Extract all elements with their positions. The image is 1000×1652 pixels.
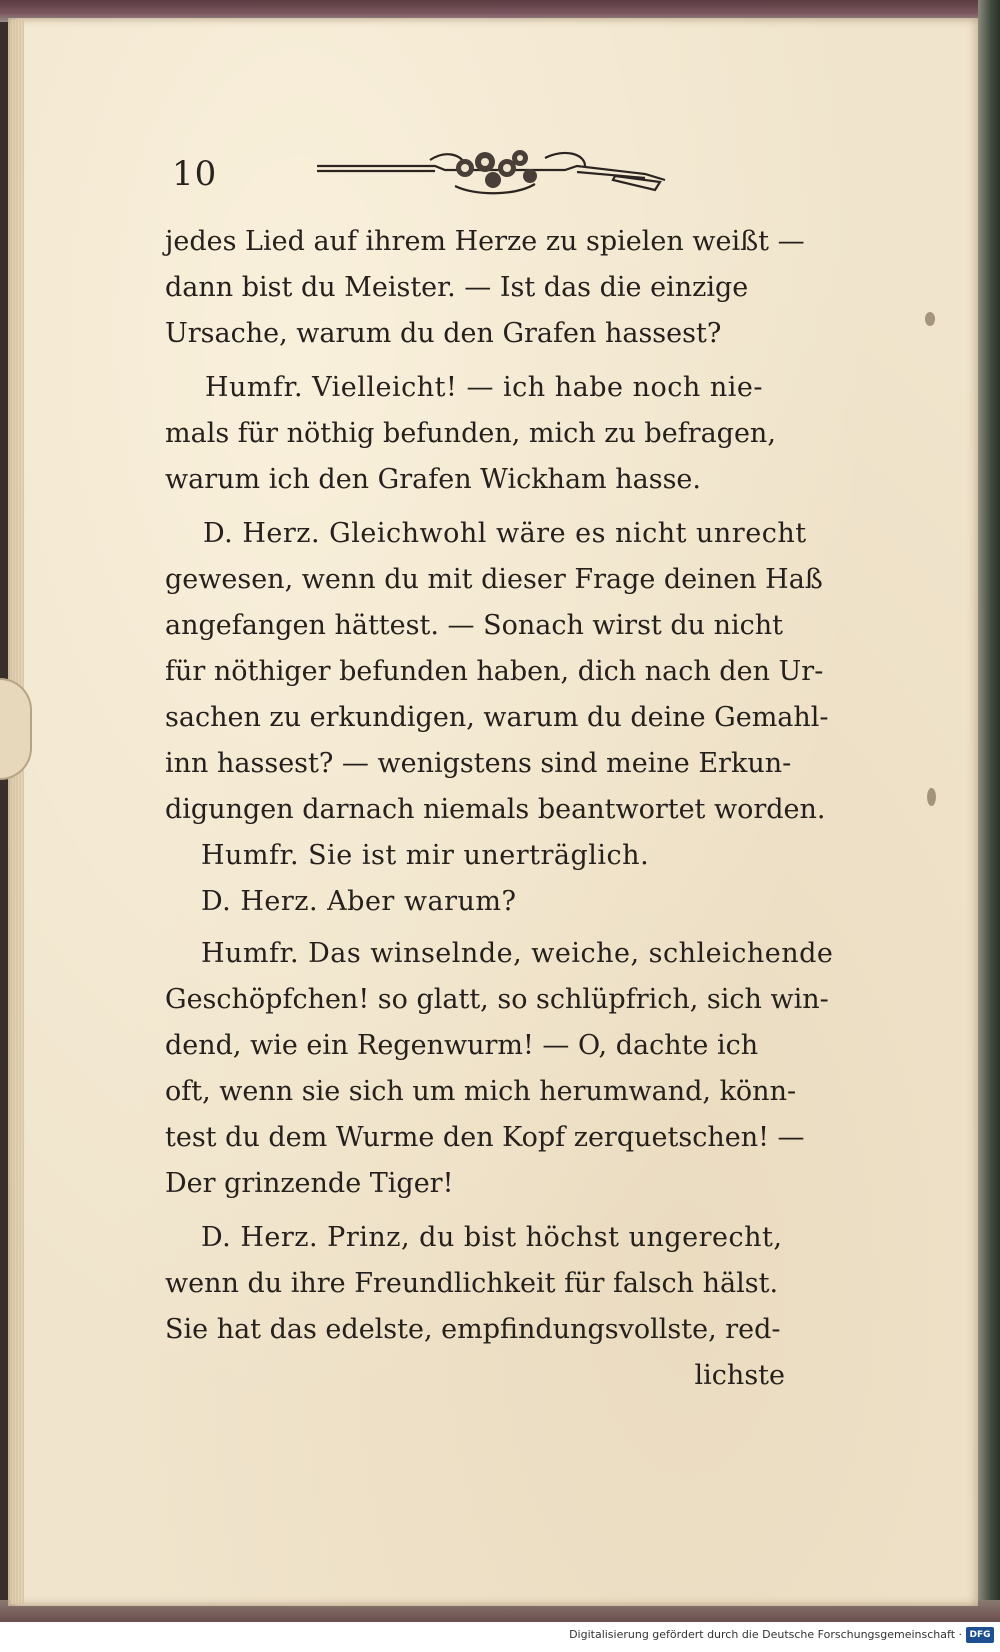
floral-rule-ornament-icon <box>315 146 690 206</box>
text-line: Ursache, warum du den Grafen hassest? <box>165 318 722 349</box>
paper-stain <box>927 788 936 806</box>
digitization-footer <box>0 1622 1000 1652</box>
text-line: für nöthiger befunden haben, dich nach den Ur- <box>165 656 824 687</box>
text-line: Geschöpfchen! so glatt, so schlüpfrich, sich win- <box>165 984 829 1015</box>
footer-credit: Digitalisierung gefördert durch die Deutsche Forschungsgemeinschaft · <box>569 1628 962 1641</box>
text-line: gewesen, wenn du mit dieser Frage deinen Haß <box>165 564 823 595</box>
text-line: dend, wie ein Regenwurm! — O, dachte ich <box>165 1030 759 1061</box>
text-line: Sie hat das edelste, empfindungsvollste, red- <box>165 1314 781 1345</box>
text-line: Der grinzende Tiger! <box>165 1168 454 1199</box>
page-tab-mark <box>0 678 32 780</box>
text-line: angefangen hättest. — Sonach wirst du nicht <box>165 610 783 641</box>
text-line: warum ich den Grafen Wickham hasse. <box>165 464 701 495</box>
text-line: Humfr. Das winselnde, weiche, schleichende <box>201 938 834 969</box>
dfg-logo: DFG <box>966 1627 994 1643</box>
text-line: test du dem Wurme den Kopf zerquetschen! — <box>165 1122 805 1153</box>
text-line: sachen zu erkundigen, warum du deine Gemahl- <box>165 702 829 733</box>
text-line: inn hassest? — wenigstens sind meine Erkun- <box>165 748 792 779</box>
text-line: D. Herz. Aber warum? <box>201 886 517 917</box>
text-line: jedes Lied auf ihrem Herze zu spielen weißt — <box>165 226 805 257</box>
text-line: D. Herz. Prinz, du bist höchst ungerecht, <box>201 1222 783 1253</box>
text-line: wenn du ihre Freundlichkeit für falsch hälst. <box>165 1268 779 1299</box>
text-line: Humfr. Sie ist mir unerträglich. <box>201 840 650 871</box>
text-line: dann bist du Meister. — Ist das die einzige <box>165 272 749 303</box>
text-line: mals für nöthig befunden, mich zu befragen, <box>165 418 776 449</box>
page-edge-stack <box>10 20 24 1604</box>
text-line: digungen darnach niemals beantwortet worden. <box>165 794 826 825</box>
book-cover-right <box>978 0 1000 1620</box>
paper-stain <box>925 312 935 326</box>
text-line: D. Herz. Gleichwohl wäre es nicht unrecht <box>203 518 807 549</box>
catchword: lichste <box>694 1360 785 1391</box>
page-number: 10 <box>172 154 218 194</box>
text-line: oft, wenn sie sich um mich herumwand, könn- <box>165 1076 797 1107</box>
text-line: Humfr. Vielleicht! — ich habe noch nie- <box>205 372 763 403</box>
